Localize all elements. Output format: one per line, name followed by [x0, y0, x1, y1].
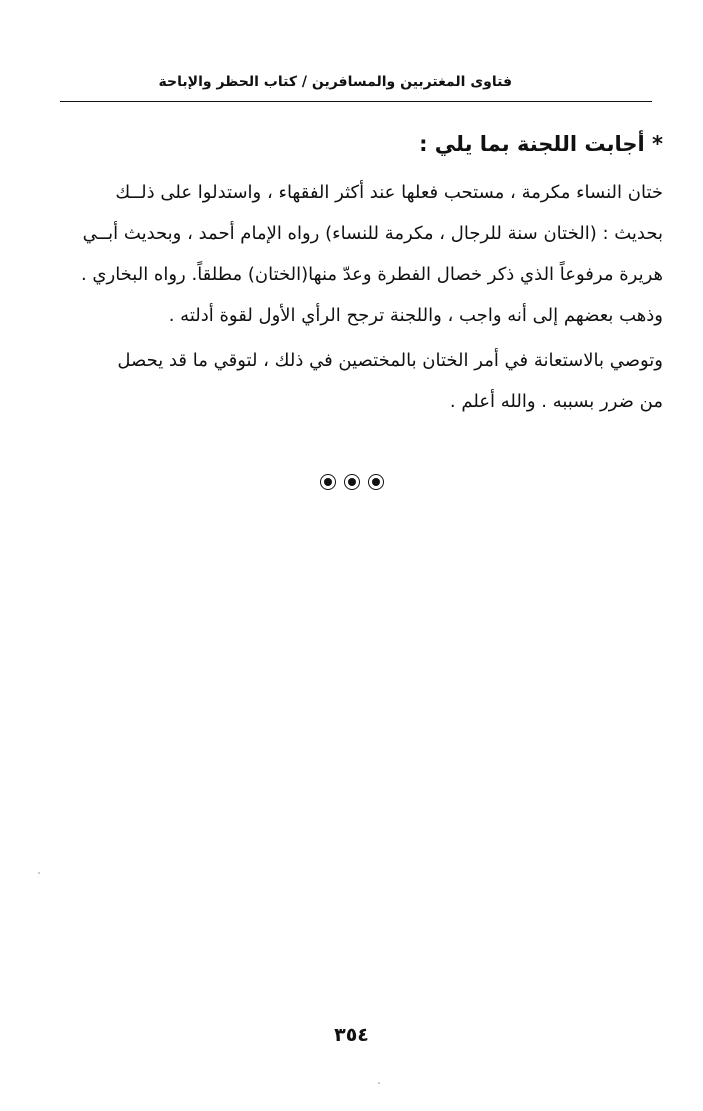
section-divider-ornaments [0, 472, 703, 490]
scan-speck [38, 872, 40, 874]
running-header [60, 74, 652, 102]
paragraph-2-line: من ضرر بسببه . والله أعلم . [449, 391, 663, 412]
paragraph-1-line: ختان النساء مكرمة ، مستحب فعلها عند أكثر الفقهاء ، واستدلوا على ذلــك [115, 182, 663, 203]
paragraph-2-line: وتوصي بالاستعانة في أمر الختان بالمختصين في ذلك ، لتوقي ما قد يحصل [117, 350, 663, 371]
paragraph-1-line: هريرة مرفوعاً الذي ذكر خصال الفطرة وعدّ منها(الختان) مطلقاً. رواه البخاري . [80, 264, 663, 285]
running-header-title: فتاوى المغتربين والمسافرين / كتاب الحظر والإباحة [158, 74, 512, 90]
paragraph-1-line: وذهب بعضهم إلى أنه واجب ، واللجنة ترجح الرأي الأول لقوة أدلته . [168, 305, 663, 326]
paragraph-1 [43, 172, 663, 336]
ornament-icon [344, 474, 360, 490]
paragraph-2 [43, 340, 663, 422]
ornament-icon [320, 474, 336, 490]
scan-speck [378, 1082, 380, 1084]
page-number: ٣٥٤ [334, 1024, 369, 1046]
header-rule [60, 101, 652, 102]
ornament-icon [368, 474, 384, 490]
section-heading: * أجابت اللجنة بما يلي : [419, 132, 663, 156]
paragraph-1-line: بحديث : (الختان سنة للرجال ، مكرمة للنساء) رواه الإمام أحمد ، وبحديث أبــي [82, 223, 663, 244]
